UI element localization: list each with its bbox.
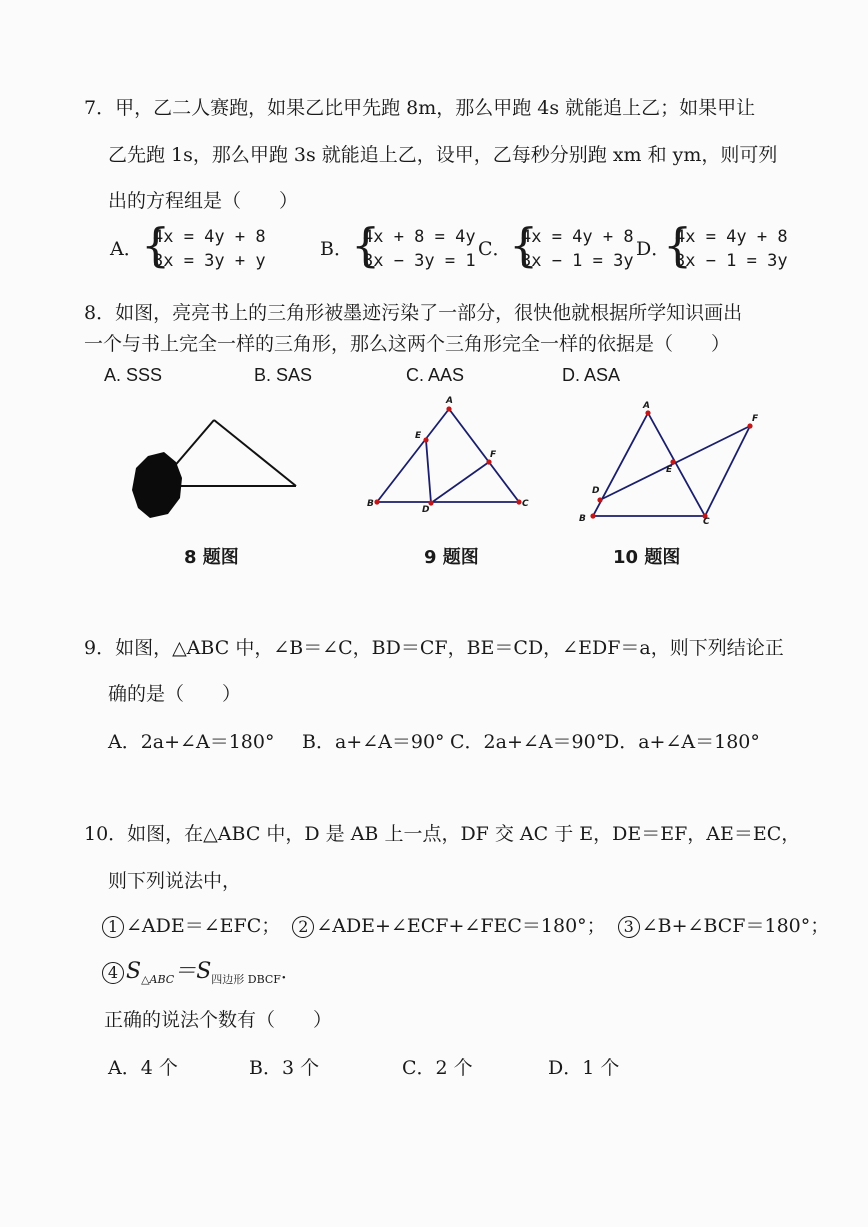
statement-4-number: 4 <box>102 962 124 984</box>
q8-option-d: D. ASA <box>562 365 621 385</box>
q8-option-b: B. SAS <box>254 365 313 385</box>
q7-option-d-eq2: 3x − 1 = 3y <box>675 251 788 271</box>
statement-4-sub1: △ABC <box>141 972 175 986</box>
statement-3: ∠B+∠BCF＝180°； <box>641 915 830 937</box>
fig9-label-c: C <box>522 499 529 509</box>
statement-1: ∠ADE＝∠EFC； <box>126 915 281 937</box>
q7-option-b-brace: { <box>351 218 381 272</box>
q7-option-c-label: C． <box>478 238 512 260</box>
q7-option-d-label: D． <box>636 238 671 260</box>
fig10-label-c: C <box>703 517 710 527</box>
q7-option-a-eq1: 4x = 4y + 8 <box>153 227 266 247</box>
statement-2: ∠ADE+∠ECF+∠FEC＝180°； <box>316 915 606 937</box>
q7-option-b-label: B． <box>320 238 353 260</box>
figure-8-ink-triangle <box>128 412 308 524</box>
fig9-label-b: B <box>367 499 374 509</box>
q10-option-d: D．1 个 <box>548 1057 620 1079</box>
q9-option-d: D．a+∠A＝180° <box>604 731 760 753</box>
q10-option-c: C．2 个 <box>402 1057 473 1079</box>
fig10-label-e: E <box>666 465 673 475</box>
q7-option-b-eq2: 3x − 3y = 1 <box>363 251 476 271</box>
q7-option-a-brace: { <box>141 218 171 272</box>
q7-option-a-eq2: 3x = 3y + y <box>153 251 266 271</box>
statement-4-sub2: 四边形 DBCF <box>211 972 281 986</box>
fig9-label-d: D <box>422 505 430 515</box>
q7-line-3: 出的方程组是（ ） <box>108 190 299 212</box>
statement-2-number: 2 <box>292 916 314 938</box>
q10-line-2: 则下列说法中， <box>108 870 242 892</box>
fig9-label-e: E <box>415 431 422 441</box>
q9-option-c: C．2a+∠A＝90° <box>450 731 606 753</box>
q8-option-a: A. SSS <box>104 365 163 385</box>
statement-4-s1: S <box>126 959 142 984</box>
statement-4-end: ． <box>280 961 300 983</box>
q7-option-d-brace: { <box>663 218 693 272</box>
q9-line-1: 9．如图，△ABC 中，∠B＝∠C，BD＝CF，BE＝CD，∠EDF＝a，则下列结论正 <box>84 637 784 659</box>
figure-8-caption: 8 题图 <box>184 547 239 568</box>
fig10-label-b: B <box>579 514 586 524</box>
q10-statement-4-row <box>102 960 300 992</box>
q8-line-1: 8．如图，亮亮书上的三角形被墨迹污染了一部分，很快他就根据所学知识画出 <box>84 302 743 324</box>
figure-9-caption: 9 题图 <box>424 547 479 568</box>
figure-10-caption: 10 题图 <box>613 547 681 568</box>
statement-4-eq: ＝S <box>174 959 212 984</box>
q9-option-b: B．a+∠A＝90° <box>302 731 445 753</box>
q7-option-c-brace: { <box>509 218 539 272</box>
statement-1-number: 1 <box>102 916 124 938</box>
fig10-label-d: D <box>592 486 600 496</box>
q10-statements-row <box>102 914 829 938</box>
q7-option-d-eq1: 4x = 4y + 8 <box>675 227 788 247</box>
figure-9-triangle <box>362 392 537 522</box>
fig9-label-f: F <box>490 450 497 460</box>
q10-question: 正确的说法个数有（ ） <box>104 1009 333 1031</box>
q8-option-c: C. AAS <box>406 365 465 385</box>
fig10-label-f: F <box>752 414 759 424</box>
fig10-label-a: A <box>643 401 650 411</box>
q7-option-c-eq2: 3x − 1 = 3y <box>521 251 634 271</box>
q7-option-a-label: A． <box>110 238 143 260</box>
q7-option-b-eq1: 4x + 8 = 4y <box>363 227 476 247</box>
q7-line-1: 7．甲，乙二人赛跑，如果乙比甲先跑 8m，那么甲跑 4s 就能追上乙；如果甲让 <box>84 97 756 119</box>
q10-line-1: 10．如图，在△ABC 中，D 是 AB 上一点，DF 交 AC 于 E，DE＝EF，AE＝EC， <box>84 823 801 845</box>
ink-blot <box>132 452 182 518</box>
q8-line-2: 一个与书上完全一样的三角形，那么这两个三角形完全一样的依据是（ ） <box>84 333 731 355</box>
fig9-label-a: A <box>446 396 453 406</box>
q10-option-b: B．3 个 <box>249 1057 320 1079</box>
q7-line-2: 乙先跑 1s，那么甲跑 3s 就能追上乙，设甲，乙每秒分别跑 xm 和 ym，则可列 <box>108 144 778 166</box>
q9-line-2: 确的是（ ） <box>108 683 242 705</box>
statement-3-number: 3 <box>618 916 640 938</box>
q10-option-a: A．4 个 <box>108 1057 178 1079</box>
q9-option-a: A．2a+∠A＝180° <box>108 731 275 753</box>
q7-option-c-eq1: 4x = 4y + 8 <box>521 227 634 247</box>
